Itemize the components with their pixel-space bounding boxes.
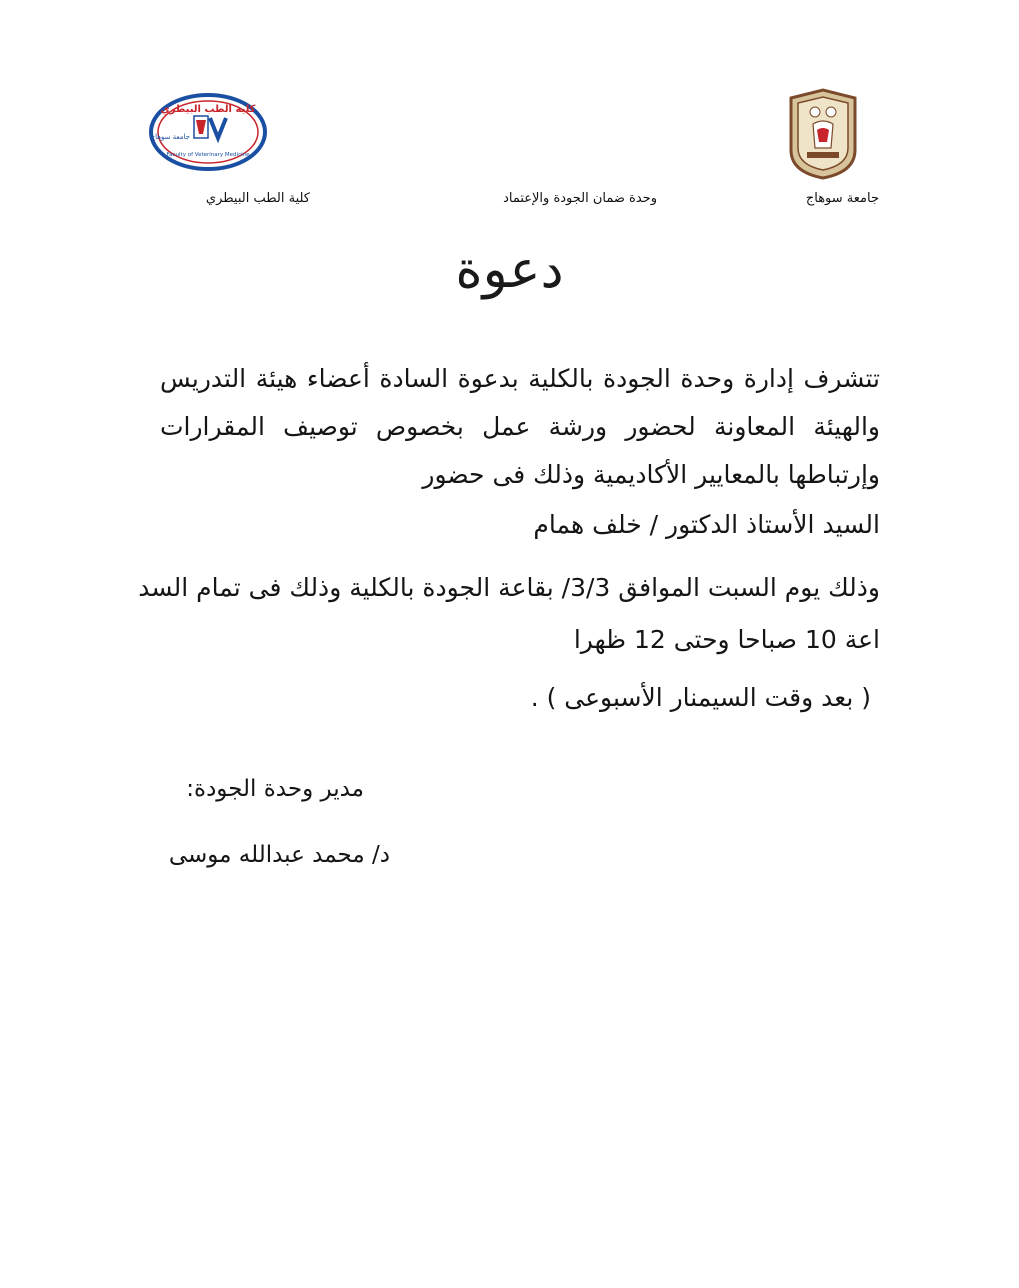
signature-role: مدير وحدة الجودة: xyxy=(186,776,364,802)
seminar-note: ( بعد وقت السيمنار الأسبوعى ) . xyxy=(530,683,871,712)
faculty-vet-logo xyxy=(148,92,268,172)
vet-logo-sub-text: جامعة سوهاج xyxy=(150,133,190,141)
vet-logo-english-text: Faculty of Veterinary Medicine xyxy=(166,152,250,158)
invitation-text: تتشرف إدارة وحدة الجودة بالكلية بدعوة السادة أعضاء هيئة التدريس والهيئة المعاونة لحضور ورشة عمل بخصوص توصيف المقرارات وإرتباطها بالمعايير الأكاديمية وذلك فى حضور xyxy=(160,364,880,489)
university-name: جامعة سوهاج xyxy=(805,191,879,206)
signature-name: د/ محمد عبدالله موسى xyxy=(168,842,390,868)
vet-logo-arabic-text: كلية الطب البيطري xyxy=(160,104,256,115)
schedule-line-2: اعة 10 صباحا وحتى 12 ظهرا xyxy=(573,625,880,654)
schedule-text xyxy=(138,562,880,666)
guest-line: السيد الأستاذ الدكتور / خلف همام xyxy=(533,510,880,539)
schedule-line-1: وذلك يوم السبت الموافق 3/3/ بقاعة الجودة بالكلية وذلك فى تمام السد xyxy=(138,573,880,602)
sohag-university-logo xyxy=(787,88,859,180)
page-title: دعوة xyxy=(455,240,564,300)
quality-unit-name: وحدة ضمان الجودة والإعتماد xyxy=(503,191,657,206)
faculty-name: كلية الطب البيطري xyxy=(205,191,310,206)
